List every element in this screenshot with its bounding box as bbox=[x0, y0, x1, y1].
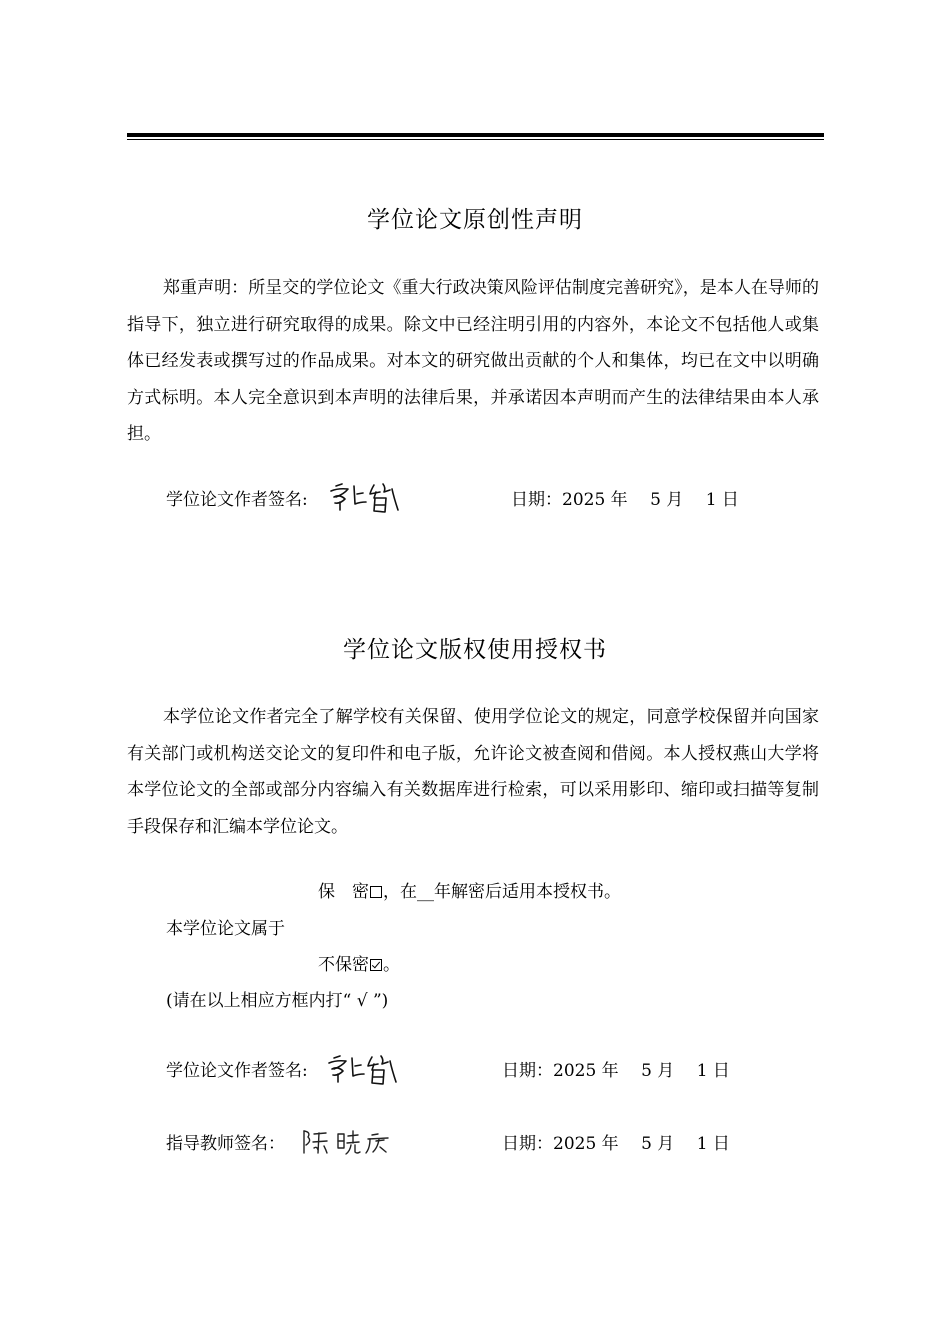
top-rule-thick bbox=[127, 133, 824, 137]
check-instruction: (请在以上相应方框内打“ √ ”) bbox=[166, 991, 389, 1011]
authorization-author-sig-label: 学位论文作者签名: bbox=[166, 1061, 308, 1081]
not-secret-checkbox-checked-icon[interactable] bbox=[370, 959, 382, 971]
secret-checkbox-icon[interactable] bbox=[370, 886, 382, 898]
advisor-signature-image bbox=[300, 1126, 396, 1158]
author-signature-image-2 bbox=[326, 1052, 402, 1088]
authorization-title: 学位论文版权使用授权书 bbox=[343, 637, 607, 663]
advisor-sig-label: 指导教师签名： bbox=[166, 1134, 285, 1154]
advisor-date: 日期：2025 年 5 月 1 日 bbox=[502, 1134, 730, 1154]
declaration-body: 郑重声明：所呈交的学位论文《重大行政决策风险评估制度完善研究》，是本人在导师的指导下，独立进行研究取得的成果。除文中已经注明引用的内容外，本论文不包括他人或集体已经发表或撰写过的作品成果。对本文的研究做出贡献的个人和集体，均已在文中以明确方式标明。本人完全意识到本声明的法律后果，并承诺因本声明而产生的法律结果由本人承担。 bbox=[127, 278, 819, 444]
authorization-author-date: 日期：2025 年 5 月 1 日 bbox=[502, 1061, 730, 1081]
author-signature-image bbox=[328, 480, 404, 516]
top-rule-thin bbox=[127, 139, 824, 140]
belongs-label: 本学位论文属于 bbox=[166, 919, 285, 939]
not-secret-option-label: 不保密 bbox=[318, 955, 369, 975]
secret-option-label: 保 密 bbox=[318, 882, 369, 902]
declaration-date: 日期：2025 年 5 月 1 日 bbox=[511, 490, 739, 510]
not-secret-option-suffix: 。 bbox=[383, 955, 400, 975]
authorization-body: 本学位论文作者完全了解学校有关保留、使用学位论文的规定，同意学校保留并向国家有关部门或机构送交论文的复印件和电子版，允许论文被查阅和借阅。本人授权燕山大学将本学位论文的全部或部分内容编入有关数据库进行检索，可以采用影印、缩印或扫描等复制手段保存和汇编本学位论文。 bbox=[127, 707, 819, 837]
secret-option-suffix: ，在__年解密后适用本授权书。 bbox=[383, 882, 621, 902]
declaration-title: 学位论文原创性声明 bbox=[367, 207, 583, 233]
declaration-author-sig-label: 学位论文作者签名: bbox=[166, 490, 308, 510]
not-secret-option bbox=[318, 953, 400, 977]
secret-option bbox=[318, 880, 621, 904]
